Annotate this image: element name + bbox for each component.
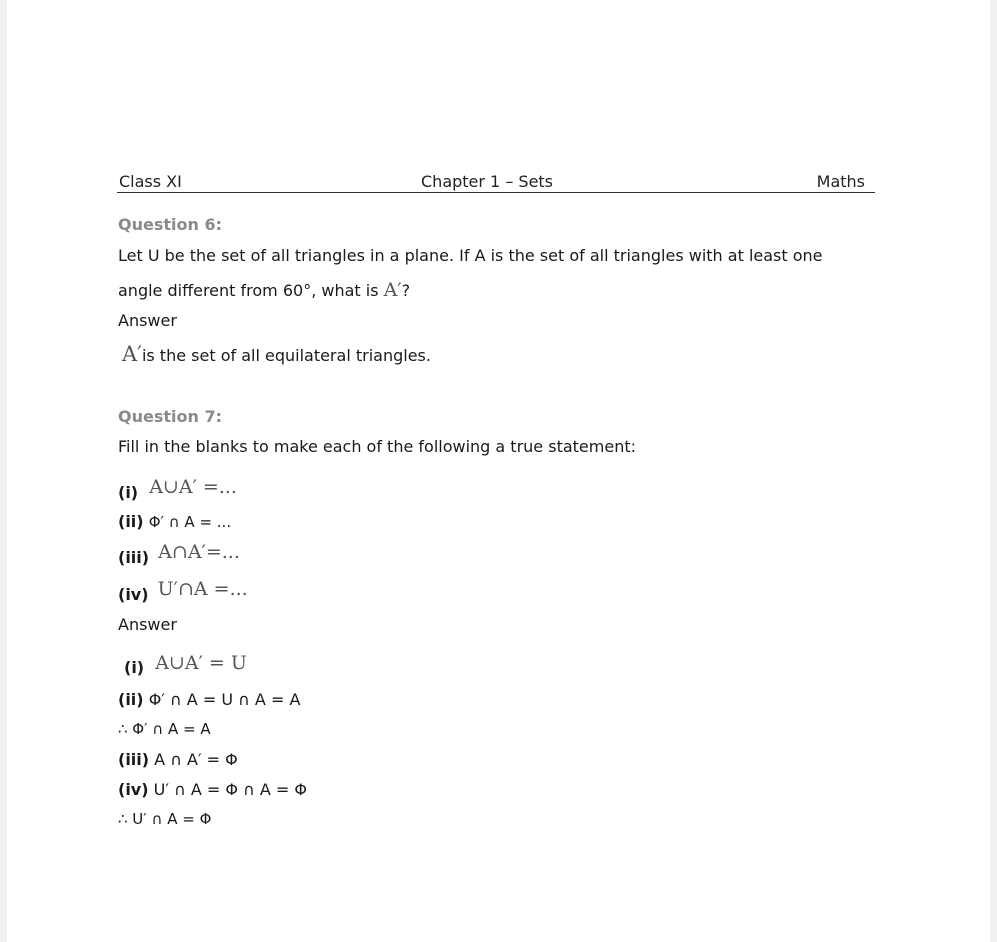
header-class: Class XI — [119, 172, 182, 191]
answer-6-math-a-prime: A′ — [122, 342, 142, 366]
answer-label: (i) — [124, 658, 145, 677]
header-chapter: Chapter 1 – Sets — [421, 172, 554, 191]
question-7-part-ii — [118, 512, 231, 531]
answer-label: (iv) — [118, 780, 149, 799]
answer-label: (iii) — [118, 750, 150, 769]
header-subject: Maths — [816, 172, 865, 191]
answer-7-part-iii — [118, 750, 238, 769]
question-7-title: Question 7: — [118, 407, 222, 426]
question-6-answer — [122, 342, 431, 366]
answer-label: (ii) — [118, 690, 144, 709]
part-label: (iv) — [118, 585, 149, 604]
question-7-answer-label: Answer — [118, 615, 177, 634]
question-6-math-a-prime: A′ — [383, 279, 402, 301]
answer-7-part-ii — [118, 690, 300, 709]
question-6-text-suffix: ? — [401, 281, 411, 300]
answer-expression: A∪A′ = U — [155, 652, 247, 674]
answer-expression: ∴ U′ ∩ A = Φ — [118, 810, 212, 828]
question-7-part-i — [118, 476, 237, 502]
question-7-part-iv — [118, 578, 248, 604]
answer-expression: Φ′ ∩ A = U ∩ A = A — [148, 690, 301, 709]
part-expression: A∪A′ =... — [149, 476, 237, 498]
part-expression: Φ′ ∩ A = ... — [148, 513, 232, 531]
document-page — [7, 0, 990, 942]
question-6-text-line2 — [118, 279, 410, 301]
answer-expression: ∴ Φ′ ∩ A = A — [118, 720, 211, 738]
part-label: (i) — [118, 483, 139, 502]
question-6-text-prefix: angle different from 60°, what is — [118, 281, 384, 300]
page-header — [117, 172, 875, 193]
question-7-instruction: Fill in the blanks to make each of the following a true statement: — [118, 437, 636, 456]
answer-expression: A ∩ A′ = Φ — [154, 750, 238, 769]
answer-6-text: is the set of all equilateral triangles. — [141, 346, 431, 365]
part-expression: A∩A′=... — [158, 541, 240, 563]
question-7-part-iii — [118, 541, 240, 567]
part-label: (ii) — [118, 512, 144, 531]
answer-7-part-i — [124, 652, 247, 677]
question-6-text-line1: Let U be the set of all triangles in a plane. If A is the set of all triangles with at least one — [118, 246, 823, 265]
question-6-title: Question 6: — [118, 215, 222, 234]
answer-7-therefore-ii — [118, 720, 211, 738]
answer-7-part-iv — [118, 780, 307, 799]
answer-expression: U′ ∩ A = Φ ∩ A = Φ — [153, 780, 307, 799]
answer-7-therefore-iv — [118, 810, 211, 828]
part-label: (iii) — [118, 548, 150, 567]
part-expression: U′∩A =... — [157, 578, 248, 600]
question-6-answer-label: Answer — [118, 311, 177, 330]
